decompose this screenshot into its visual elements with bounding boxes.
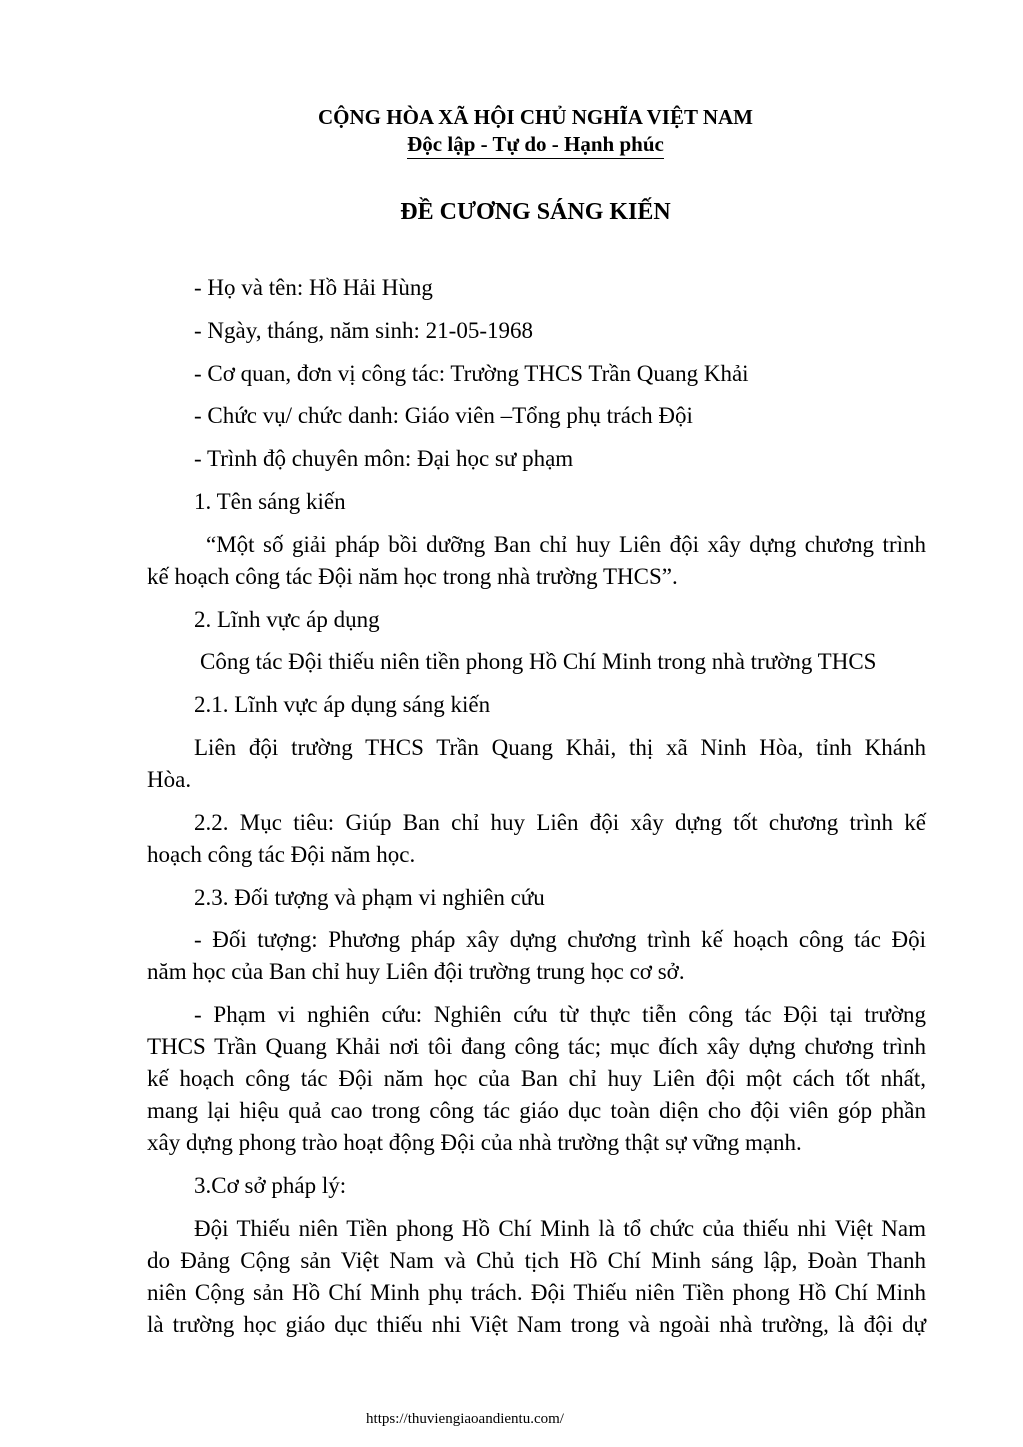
section2-heading: 2. Lĩnh vực áp dụng: [194, 606, 380, 632]
legal-basis-line-2: do Đảng Cộng sản Việt Nam và Chủ tịch Hồ Chí Minh sáng lập, Đoàn Thanh: [147, 1247, 926, 1273]
section2-1-line-1: Liên đội trường THCS Trần Quang Khải, thị xã Ninh Hòa, tỉnh Khánh: [194, 734, 926, 760]
info-degree: - Trình độ chuyên môn: Đại học sư phạm: [194, 446, 574, 472]
scope-line-2: THCS Trần Quang Khải nơi tôi đang công tác; mục đích xây dựng chương trình: [147, 1034, 926, 1060]
info-agency: - Cơ quan, đơn vị công tác: Trường THCS Trần Quang Khải: [194, 360, 749, 386]
document-body: [147, 272, 926, 1341]
footer-url: https://thuviengiaoandientu.com/: [366, 1411, 564, 1427]
scope-line-1: - Phạm vi nghiên cứu: Nghiên cứu từ thực tiễn công tác Đội tại trường: [194, 1002, 926, 1028]
section2-1-line-2: Hòa.: [147, 766, 192, 792]
section2-1-heading: 2.1. Lĩnh vực áp dụng sáng kiến: [194, 692, 491, 718]
initiative-title-line-1: “Một số giải pháp bồi dưỡng Ban chỉ huy Liên đội xây dựng chương trình: [206, 531, 926, 557]
national-motto: [0, 132, 1023, 159]
section2-text: Công tác Đội thiếu niên tiền phong Hồ Chí Minh trong nhà trường THCS: [200, 649, 877, 675]
section1-heading: 1. Tên sáng kiến: [194, 488, 346, 514]
object-line-1: - Đối tượng: Phương pháp xây dựng chương trình kế hoạch công tác Đội: [194, 927, 926, 953]
section2-2-line-1: 2.2. Mục tiêu: Giúp Ban chỉ huy Liên đội xây dựng tốt chương trình kế: [194, 809, 926, 835]
legal-basis-line-1: Đội Thiếu niên Tiền phong Hồ Chí Minh là tổ chức của thiếu nhi Việt Nam: [194, 1215, 926, 1241]
motto-text: Độc lập - Tự do - Hạnh phúc: [407, 132, 664, 159]
section3-heading: 3.Cơ sở pháp lý:: [194, 1172, 347, 1198]
scope-line-5: xây dựng phong trào hoạt động Đội của nhà trường thật sự vững mạnh.: [147, 1130, 802, 1156]
info-name: - Họ và tên: Hồ Hải Hùng: [194, 275, 433, 300]
document-title: ĐỀ CƯƠNG SÁNG KIẾN: [400, 199, 671, 225]
scope-line-4: mang lại hiệu quả cao trong công tác giáo dục toàn diện cho đội viên góp phần: [147, 1098, 926, 1124]
national-header: CỘNG HÒA XÃ HỘI CHỦ NGHĨA VIỆT NAM: [317, 105, 754, 129]
initiative-title-line-2: kế hoạch công tác Đội năm học trong nhà trường THCS”.: [147, 563, 678, 589]
section2-3-heading: 2.3. Đối tượng và phạm vi nghiên cứu: [194, 884, 545, 910]
object-line-2: năm học của Ban chỉ huy Liên đội trường trung học cơ sở.: [147, 959, 685, 985]
section2-2-line-2: hoạch công tác Đội năm học.: [147, 841, 416, 867]
info-position: - Chức vụ/ chức danh: Giáo viên –Tổng phụ trách Đội: [194, 403, 693, 429]
legal-basis-line-3: niên Cộng sản Hồ Chí Minh phụ trách. Đội Thiếu niên Tiền phong Hồ Chí Minh: [147, 1279, 926, 1305]
scope-line-3: kế hoạch công tác Đội năm học của Ban chỉ huy Liên đội một cách tốt nhất,: [147, 1066, 926, 1092]
info-birth: - Ngày, tháng, năm sinh: 21-05-1968: [194, 317, 533, 343]
legal-basis-line-4: là trường học giáo dục thiếu nhi Việt Nam trong và ngoài nhà trường, là đội dự: [147, 1311, 926, 1337]
